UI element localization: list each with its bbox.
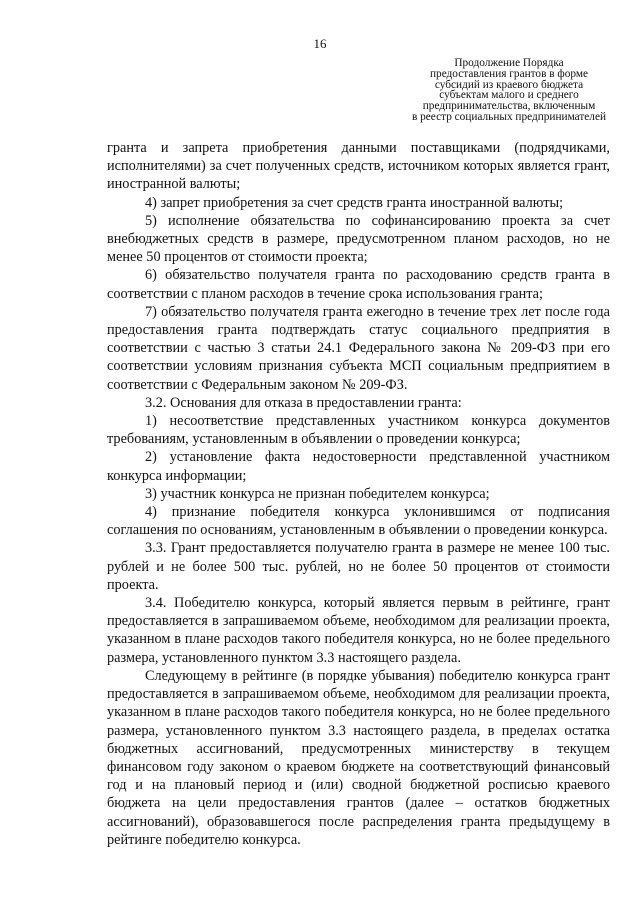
paragraph: 4) запрет приобретения за счет средств гранта иностранной валюты; xyxy=(145,194,564,211)
paragraph: 3.4. Победителю конкурса, который является первым в рейтинге, грант предоставляется в запрашиваемом объеме, необходимом для реализации проекта, указанном в плане расходов такого победителя конкурса, но не более предельного размера, установленного пунктом 3.3 настоящего раздела. xyxy=(107,595,610,666)
header-line: предоставления грантов в форме xyxy=(430,67,588,80)
header-line: Продолжение Порядка xyxy=(454,57,564,69)
page-number: 16 xyxy=(313,36,327,51)
header-line: субсидий из краевого бюджета xyxy=(434,78,584,91)
paragraph: 5) исполнение обязательства по софинансированию проекта за счет внебюджетных средств в размере, предусмотренном планом расходов, но не менее 50 процентов от стоимости проекта; xyxy=(107,212,610,266)
paragraph: гранта и запрета приобретения данными поставщиками (подрядчиками, исполнителями) за счет полученных средств, источником которых является грант, иностранной валюты; xyxy=(107,140,610,193)
document-header xyxy=(398,58,620,123)
header-line: в реестр социальных предпринимателей xyxy=(411,110,607,123)
paragraph: 3) участник конкурса не признан победителем конкурса; xyxy=(145,485,490,502)
document-body xyxy=(107,139,610,849)
header-line: субъектам малого и среднего xyxy=(439,89,579,102)
paragraph: 1) несоответствие представленных участником конкурса документов требованиям, установленным в объявлении о проведении конкурса; xyxy=(107,413,610,448)
paragraph: 2) установление факта недостоверности представленной участником конкурса информации; xyxy=(107,449,610,484)
paragraph: 4) признание победителя конкурса уклонившимся от подписания соглашения по основаниям, установленным в объявлении о проведении конкурса. xyxy=(107,504,610,539)
paragraph: 3.2. Основания для отказа в предоставлении гранта: xyxy=(145,394,462,411)
paragraph: 3.3. Грант предоставляется получателю гранта в размере не менее 100 тыс. рублей и не более 500 тыс. рублей, но не более 50 процентов от стоимости проекта. xyxy=(107,540,610,593)
header-line: предпринимательства, включенным xyxy=(422,100,596,113)
paragraph: 6) обязательство получателя гранта по расходованию средств гранта в соответствии с планом расходов в течение срока использования гранта; xyxy=(107,267,610,302)
paragraph: 7) обязательство получателя гранта ежегодно в течение трех лет после года предоставления гранта подтверждать статус социального предприятия в соответствии с частью 3 статьи 24.1 Федерального закона № 209-ФЗ при его соответствии условиям признания субъекта МСП социальным предприятием в соответствии с Федеральным законом № 209-ФЗ. xyxy=(107,303,610,393)
paragraph: Следующему в рейтинге (в порядке убывания) победителю конкурса грант предоставляется в запрашиваемом объеме, необходимом для реализации проекта, указанном в плане расходов такого победителя конкурса, но не более предельного размера, установленного пунктом 3.3 настоящего раздела, в пределах остатка бюджетных ассигнований, предусмотренных министерству в текущем финансовом году законом о краевом бюджете на соответствующий финансовый год и на плановый период и (или) сводной бюджетной росписью краевого бюджета на цели предоставления грантов (далее – остатков бюджетных ассигнований), образовавшегося после распределения гранта предыдущему в рейтинге победителю конкурса. xyxy=(107,667,610,848)
